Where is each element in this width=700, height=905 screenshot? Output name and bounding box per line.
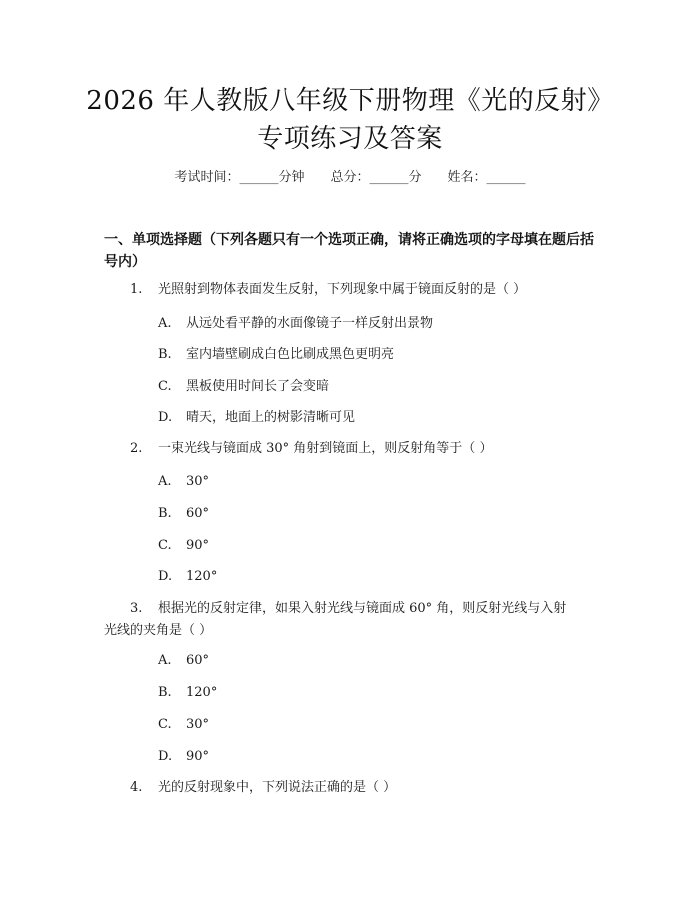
question-3-option-c: [158, 715, 598, 735]
exam-time-field: 考试时间：______分钟: [174, 170, 305, 185]
option-text: 90°: [186, 538, 210, 553]
question-1-option-d: [158, 408, 598, 428]
exam-info-row: [0, 168, 700, 188]
question-1-option-b: [158, 345, 598, 365]
question-number: 3.: [130, 601, 143, 616]
option-letter: C.: [158, 717, 172, 732]
option-text: 60°: [186, 653, 210, 668]
option-letter: D.: [158, 569, 173, 584]
question-3-option-d: [158, 747, 598, 767]
question-3: [104, 598, 600, 642]
option-letter: B.: [158, 347, 172, 362]
student-name-field: 姓名：______: [447, 170, 526, 185]
question-1: [104, 279, 600, 301]
question-text: 根据光的反射定律，如果入射光线与镜面成 60° 角，则反射光线与入射: [158, 601, 567, 616]
question-text: 一束光线与镜面成 30° 角射到镜面上，则反射角等于（ ）: [158, 441, 493, 456]
question-number: 4.: [130, 780, 143, 795]
question-text: 光的反射现象中，下列说法正确的是（ ）: [158, 780, 397, 795]
section-heading-single-choice: [104, 229, 600, 273]
option-letter: C.: [158, 538, 172, 553]
document-title-line2: 专项练习及答案: [257, 124, 443, 154]
question-2-option-d: [158, 567, 598, 587]
option-letter: B.: [158, 506, 172, 521]
question-text-line1: [104, 598, 600, 620]
option-letter: C.: [158, 379, 172, 394]
question-text-line2: 光线的夹角是（ ）: [104, 623, 213, 638]
option-text: 30°: [186, 717, 210, 732]
question-4: [104, 777, 600, 799]
option-text: 室内墙壁刷成白色比刷成黑色更明亮: [186, 347, 395, 362]
option-text: 60°: [186, 506, 210, 521]
section-heading-line2: 号内）: [104, 254, 146, 270]
question-2: [104, 438, 600, 460]
question-3-option-b: [158, 683, 598, 703]
option-text: 120°: [186, 685, 218, 700]
option-text: 晴天，地面上的树影清晰可见: [186, 410, 356, 425]
option-text: 30°: [186, 474, 210, 489]
option-letter: A.: [158, 653, 172, 668]
question-1-option-a: [158, 314, 598, 334]
option-text: 120°: [186, 569, 218, 584]
question-text: 光照射到物体表面发生反射，下列现象中属于镜面反射的是（ ）: [158, 282, 527, 297]
question-2-option-b: [158, 504, 598, 524]
question-2-option-c: [158, 536, 598, 556]
question-number: 1.: [130, 282, 143, 297]
question-3-option-a: [158, 651, 598, 671]
question-number: 2.: [130, 441, 143, 456]
option-letter: B.: [158, 685, 172, 700]
option-letter: A.: [158, 474, 172, 489]
document-title-line1: 2026 年人教版八年级下册物理《光的反射》: [86, 86, 614, 116]
question-1-option-c: [158, 377, 598, 397]
option-letter: A.: [158, 316, 172, 331]
option-letter: D.: [158, 749, 173, 764]
total-score-field: 总分：______分: [330, 170, 422, 185]
option-text: 黑板使用时间长了会变暗: [186, 379, 330, 394]
section-heading-line1: 一、单项选择题（下列各题只有一个选项正确，请将正确选项的字母填在题后括: [104, 232, 594, 248]
option-letter: D.: [158, 410, 173, 425]
option-text: 从远处看平静的水面像镜子一样反射出景物: [186, 316, 434, 331]
option-text: 90°: [186, 749, 210, 764]
question-2-option-a: [158, 472, 598, 492]
